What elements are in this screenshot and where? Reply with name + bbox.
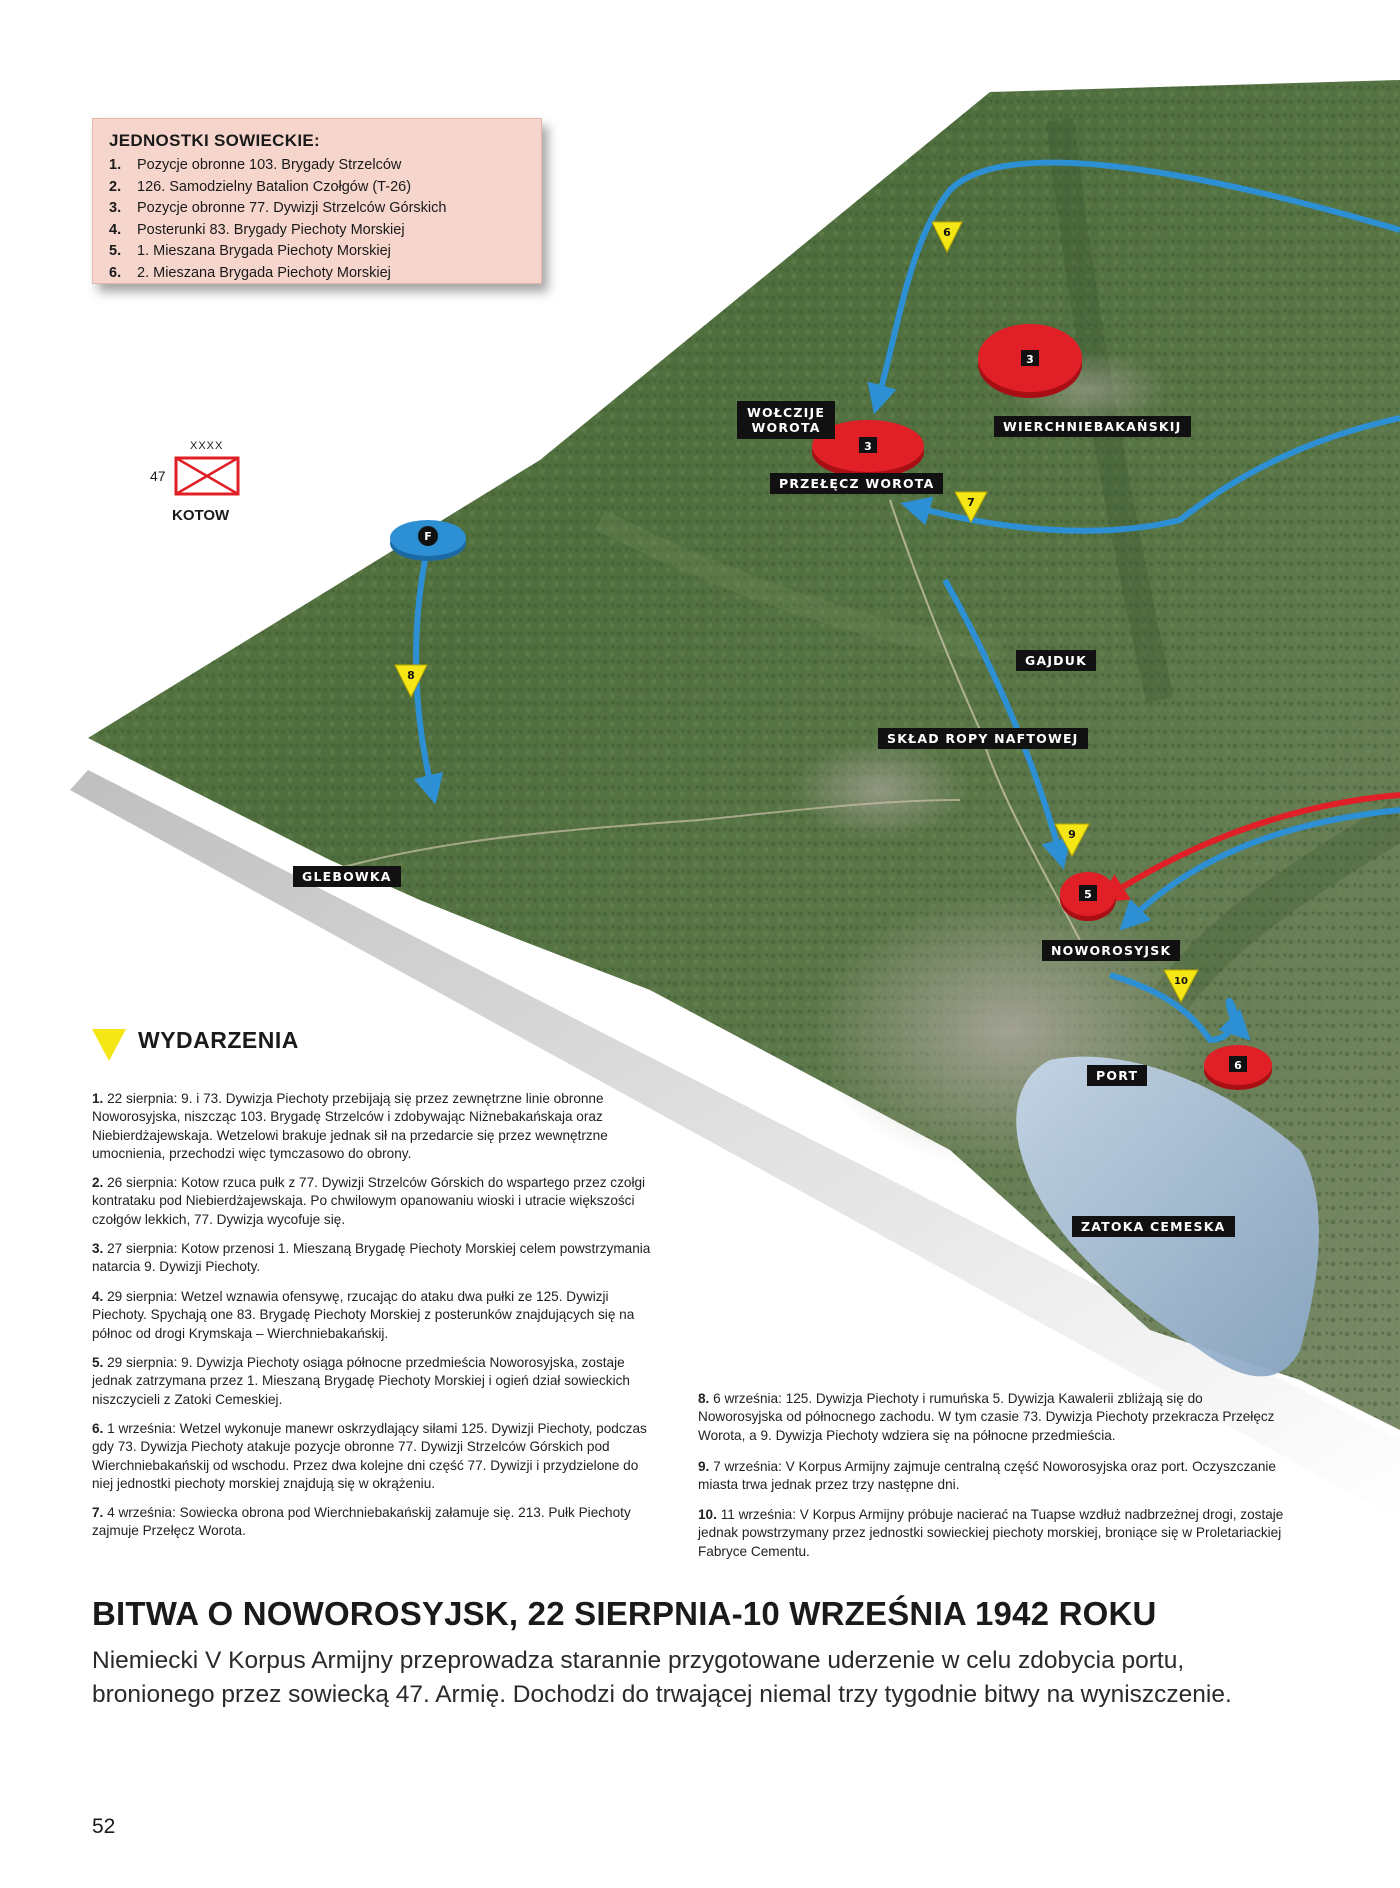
svg-text:7: 7 bbox=[967, 496, 975, 509]
place-label-przelecz-worota: PRZEŁĘCZ WOROTA bbox=[770, 473, 943, 494]
legend-item: 1. Pozycje obronne 103. Brygady Strzelców bbox=[109, 157, 402, 173]
kotow-name: KOTOW bbox=[172, 507, 230, 524]
soviet-unit-5-label: 5 bbox=[1084, 888, 1092, 901]
svg-text:9: 9 bbox=[1068, 828, 1076, 841]
svg-text:6: 6 bbox=[943, 226, 951, 239]
village-area bbox=[790, 740, 970, 840]
soviet-unit-6 bbox=[1204, 1045, 1272, 1090]
svg-text:10: 10 bbox=[1174, 976, 1188, 987]
event-item-2: 2. 26 sierpnia: Kotow rzuca pułk z 77. Dywizji Strzelców Górskich do wspartego przez czołgi kontrataku pod Niebierdżajewskaja. Po chwilowym opanowaniu wioski i utracie większości czołgów lekkich, 77. Dywizja wycofuje się. bbox=[92, 1175, 646, 1227]
page-subtitle: Niemiecki V Korpus Armijny przeprowadza starannie przygotowane uderzenie w celu zdobycia portu, bronionego przez sowiecką 47. Armię. Dochodzi do trwającej niemal trzy tygodnie bitwy na wyniszczenie. bbox=[92, 1647, 1232, 1708]
place-label-sklad-ropy: SKŁAD ROPY NAFTOWEJ bbox=[878, 728, 1088, 749]
legend-title: JEDNOSTKI SOWIECKIE: bbox=[109, 131, 320, 150]
legend-box bbox=[92, 118, 542, 284]
soviet-unit-3-pass-label: 3 bbox=[864, 440, 872, 453]
german-unit-f bbox=[390, 520, 466, 561]
place-label-port: PORT bbox=[1087, 1065, 1147, 1086]
svg-text:8: 8 bbox=[407, 669, 415, 682]
soviet-unit-5 bbox=[1060, 872, 1116, 921]
event-item-6: 6. 1 września: Wetzel wykonuje manewr oskrzydlający siłami 125. Dywizji Piechoty, podczas gdy 73. Dywizja Piechoty atakuje pozycje obronne 77. Dywizji Strzelców Górskich pod Wierchniebakańskij od wschodu. Przez dwa kolejne dni część 77. Dywizji i przydzielone do niej jednostki piechoty morskiej znajdują się w okrążeniu. bbox=[92, 1421, 647, 1492]
place-label-wolczije-line2: WOROTA bbox=[751, 420, 821, 435]
kotow-army-symbol bbox=[176, 458, 238, 494]
events-title: WYDARZENIA bbox=[138, 1027, 299, 1053]
place-label-zatoka-cemeska: ZATOKA CEMESKA bbox=[1072, 1216, 1235, 1237]
kotow-army-number: 47 bbox=[150, 468, 166, 484]
event-item-10: 10. 11 września: V Korpus Armijny próbuje nacierać na Tuapse wzdłuż nadbrzeżnej drogi, zostaje jednak powstrzymany przez jednostki sowieckiej piechoty morskiej, broniące się w Proletariackiej Fabryce Cementu. bbox=[698, 1507, 1284, 1559]
place-label-wolczije-worota bbox=[737, 401, 835, 439]
event-item-4: 4. 29 sierpnia: Wetzel wznawia ofensywę, rzucając do ataku dwa pułki ze 125. Dywizji Piechoty. Spychają one 83. Brygadę Piechoty Morskiej z posterunków znajdujących się na północ od drogi Krymskaja – Wierchniebakańskij. bbox=[92, 1289, 635, 1341]
event-item-1: 1. 22 sierpnia: 9. i 73. Dywizja Piechoty przebijają się przez zewnętrzne linie obronne Noworosyjska, niszcząc 103. Brygadę Strzelców i zdobywając Niżnebakańskaja oraz Niebierdżajewskaja. Wetzelowi brakuje jednak sił na przedarcie się przez wewnętrzne umocnienia, przechodzi więc tymczasowo do obrony. bbox=[92, 1091, 608, 1162]
legend-item: 2. 126. Samodzielny Batalion Czołgów (T-26) bbox=[109, 178, 412, 195]
legend-item: 6. 2. Mieszana Brygada Piechoty Morskiej bbox=[109, 264, 391, 281]
page-title: BITWA O NOWOROSYJSK, 22 SIERPNIA-10 WRZEŚNIA 1942 ROKU bbox=[92, 1595, 1157, 1632]
legend-item: 3. Pozycje obronne 77. Dywizji Strzelców Górskich bbox=[109, 200, 447, 216]
soviet-unit-6-label: 6 bbox=[1234, 1059, 1242, 1072]
legend-item: 4. Posterunki 83. Brygady Piechoty Morskiej bbox=[109, 221, 405, 238]
german-unit-f-label: F bbox=[424, 530, 432, 543]
event-item-7: 7. 4 września: Sowiecka obrona pod Wierchniebakańskij załamuje się. 213. Pułk Piechoty zajmuje Przełęcz Worota. bbox=[92, 1505, 631, 1539]
event-triangle-icon bbox=[92, 1029, 126, 1061]
event-item-9: 9. 7 września: V Korpus Armijny zajmuje centralną część Noworosyjska oraz port. Oczyszczanie miasta trwa jednak przez trzy następne dni. bbox=[698, 1459, 1276, 1493]
event-item-8: 8. 6 września: 125. Dywizja Piechoty i rumuńska 5. Dywizja Kawalerii zbliżają się do Noworosyjska od północnego zachodu. W tym czasie 73. Dywizja Piechoty przekracza Przełęcz Worota, a 9. Dywizja Piechoty wdziera się na północne przedmieścia. bbox=[698, 1391, 1275, 1443]
place-label-glebowka: GLEBOWKA bbox=[293, 866, 401, 887]
event-item-5: 5. 29 sierpnia: 9. Dywizja Piechoty osiąga północne przedmieścia Noworosyjska, zostaje jednak zatrzymana przez 1. Mieszaną Brygadę Piechoty Morskiej i ogień dział sowieckich niszczycieli z Zatoki Cemeskiej. bbox=[92, 1355, 630, 1407]
place-label-wierchniebakanskij: WIERCHNIEBAKAŃSKIJ bbox=[994, 416, 1191, 437]
kotow-echelon: XXXX bbox=[190, 440, 224, 452]
soviet-unit-3-north-label: 3 bbox=[1026, 353, 1034, 366]
place-label-noworosyjsk: NOWOROSYJSK bbox=[1042, 940, 1180, 961]
page-number: 52 bbox=[92, 1815, 116, 1838]
legend-item: 5. 1. Mieszana Brygada Piechoty Morskiej bbox=[109, 243, 391, 259]
event-item-3: 3. 27 sierpnia: Kotow przenosi 1. Mieszaną Brygadę Piechoty Morskiej celem powstrzymania natarcia 9. Dywizji Piechoty. bbox=[92, 1241, 651, 1275]
soviet-unit-3-north bbox=[978, 324, 1082, 398]
place-label-gajduk: GAJDUK bbox=[1016, 650, 1096, 671]
place-label-wolczije-line1: WOŁCZIJE bbox=[747, 405, 826, 420]
